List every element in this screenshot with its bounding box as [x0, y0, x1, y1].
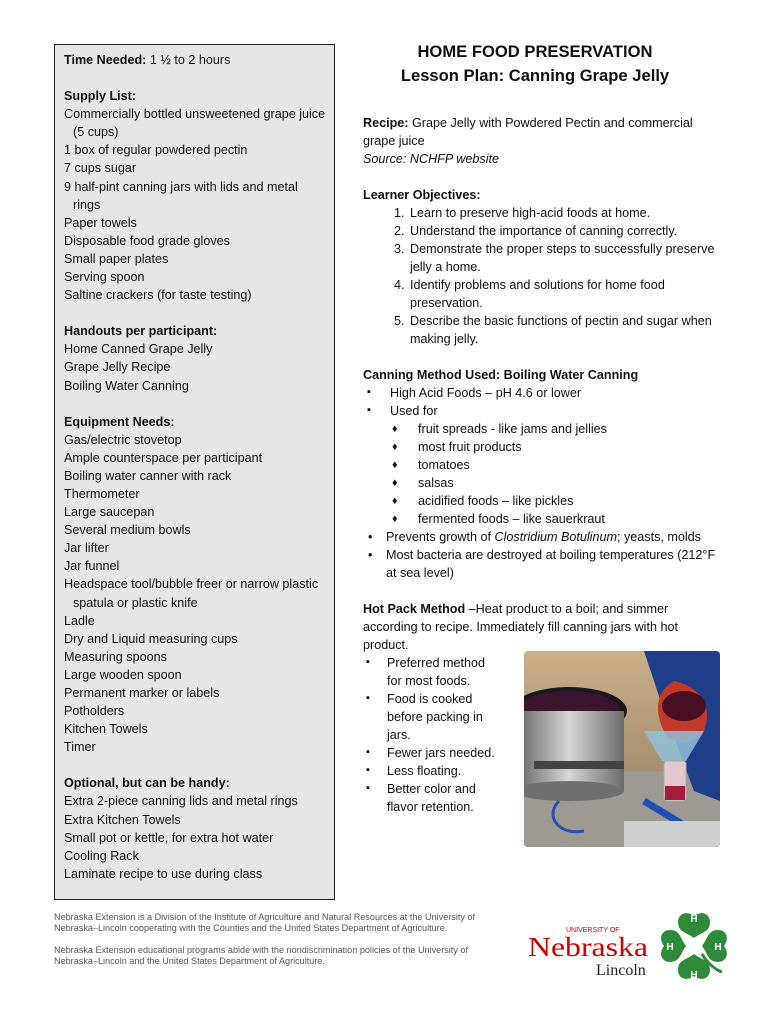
list-item: Permanent marker or labels: [64, 686, 220, 700]
list-item: ♦ fruit spreads - like jams and jellies: [363, 420, 719, 438]
list-item: 4. Identify problems and solutions for home food preservation.: [408, 276, 719, 312]
page-title: [351, 40, 719, 88]
jelly-canning-photo: [524, 651, 720, 847]
list-item: Extra 2-piece canning lids and metal rings: [64, 794, 298, 809]
unl-logo-city: Lincoln: [596, 962, 646, 979]
hotpack-label: Hot Pack Method: [363, 602, 466, 616]
list-item: Serving spoon: [64, 270, 145, 285]
footer-paragraph-1: Nebraska Extension is a Division of the Institute of Agriculture and Natural Resources at the University of Nebraska–Lincoln cooperating with the Counties and the United States Department of Agriculture.: [54, 912, 476, 934]
list-item: 3. Demonstrate the proper steps to successfully preserve jelly a home.: [408, 240, 719, 276]
hotpack-paragraph: [363, 600, 719, 654]
list-item: Jar lifter: [64, 541, 109, 556]
list-item: Laminate recipe to use during class: [64, 866, 263, 881]
recipe-text: Grape Jelly with Powdered Pectin and commercial grape juice: [363, 116, 693, 148]
list-item: ▪ Better color and flavor retention.: [363, 780, 503, 816]
prevents-pre: Prevents growth of: [386, 530, 495, 544]
method-heading: Canning Method Used: Boiling Water Canning: [363, 368, 639, 382]
title-line-1: HOME FOOD PRESERVATION: [417, 42, 653, 61]
unl-logo-small: UNIVERSITY OF: [566, 927, 620, 934]
recipe-source: Source: NCHFP website: [363, 152, 500, 166]
4h-clover-logo: [656, 908, 732, 984]
list-item: ▪ Used for: [363, 402, 719, 420]
list-item: 5. Describe the basic functions of pectin and sugar when making jelly.: [408, 312, 719, 348]
prevents-organism: Clostridium Botulinum: [494, 530, 617, 544]
svg-text:H: H: [714, 942, 722, 953]
list-item: Large saucepan: [64, 505, 155, 520]
optional-heading: Optional, but can be handy:: [64, 776, 230, 791]
list-item: Grape Jelly Recipe: [64, 360, 171, 375]
recipe-label: Recipe:: [363, 116, 409, 130]
list-item: 2. Understand the importance of canning correctly.: [408, 222, 719, 240]
list-item: 9 half-pint canning jars with lids and metal rings: [64, 179, 298, 212]
supply-list: [64, 87, 326, 304]
equipment-list: [64, 413, 326, 757]
list-item: Commercially bottled unsweetened grape juice (5 cups): [64, 107, 326, 140]
time-needed: [64, 51, 326, 69]
list-item: [363, 528, 719, 546]
list-item: Kitchen Towels: [64, 722, 148, 737]
list-item: ▪ Fewer jars needed.: [363, 744, 503, 762]
svg-text:H: H: [690, 970, 698, 981]
list-item: 1. Learn to preserve high-acid foods at home.: [408, 204, 719, 222]
list-item: Thermometer: [64, 486, 140, 501]
handouts-list: [64, 322, 326, 394]
list-item: ♦ fermented foods – like sauerkraut: [363, 510, 719, 528]
objectives-heading: Learner Objectives:: [363, 188, 481, 202]
svg-text:H: H: [666, 942, 674, 953]
list-item: ▪ Preferred method for most foods.: [363, 654, 503, 690]
list-item: • Most bacteria are destroyed at boiling temperatures (212°F at sea level): [363, 546, 719, 582]
list-item: ♦ salsas: [363, 474, 719, 492]
list-item: Jar funnel: [64, 559, 120, 574]
footer-paragraph-2: Nebraska Extension educational programs abide with the nondiscrimination policies of the University of Nebraska–Lincoln and the United States Department of Agriculture.: [54, 944, 468, 967]
svg-text:H: H: [690, 914, 698, 925]
title-line-2: Lesson Plan: Canning Grape Jelly: [400, 66, 670, 85]
unl-logo: [528, 920, 650, 980]
list-item: ♦ most fruit products: [363, 438, 719, 456]
list-item: 1 box of regular powdered pectin: [64, 143, 248, 158]
list-item: ♦ tomatoes: [363, 456, 719, 474]
list-item: Ample counterspace per participant: [64, 450, 263, 465]
method-list: [363, 384, 719, 582]
list-item: Boiling water canner with rack: [64, 468, 232, 483]
list-item: Measuring spoons: [64, 649, 167, 664]
list-item: ▪ High Acid Foods – pH 4.6 or lower: [363, 384, 719, 402]
optional-list: [64, 774, 326, 883]
list-item: Headspace tool/bubble freer or narrow plastic spatula or plastic knife: [64, 577, 319, 610]
supply-list-heading: Supply List:: [64, 89, 137, 104]
list-item: Paper towels: [64, 215, 137, 230]
list-item: Potholders: [64, 704, 125, 719]
list-item: 7 cups sugar: [64, 161, 137, 176]
list-item: ▪ Food is cooked before packing in jars.: [363, 690, 503, 744]
time-needed-label: Time Needed:: [64, 53, 147, 67]
list-item: Small paper plates: [64, 251, 169, 266]
list-item: Ladle: [64, 613, 95, 628]
list-item: Timer: [64, 740, 96, 755]
list-item: Gas/electric stovetop: [64, 432, 182, 447]
unl-logo-name: Nebraska: [528, 932, 649, 962]
footer: [54, 912, 514, 978]
list-item: Saltine crackers (for taste testing): [64, 288, 252, 303]
list-item: ♦ acidified foods – like pickles: [363, 492, 719, 510]
list-item: Home Canned Grape Jelly: [64, 342, 213, 357]
list-item: Boiling Water Canning: [64, 378, 189, 393]
list-item: Small pot or kettle, for extra hot water: [64, 830, 274, 845]
recipe: [363, 114, 719, 150]
list-item: Large wooden spoon: [64, 667, 182, 682]
list-item: Several medium bowls: [64, 523, 191, 538]
list-item: ▪ Less floating.: [363, 762, 503, 780]
list-item: Extra Kitchen Towels: [64, 812, 181, 827]
hotpack-text: –Heat product to a boil; and simmer according to recipe. Immediately fill canning jars with hot product.: [363, 602, 678, 652]
list-item: Disposable food grade gloves: [64, 233, 230, 248]
handouts-heading: Handouts per participant:: [64, 324, 218, 339]
prevents-post: ; yeasts, molds: [616, 530, 701, 544]
equipment-heading: Equipment Needs:: [64, 414, 175, 429]
list-item: Cooling Rack: [64, 848, 139, 863]
objectives-list: [363, 204, 719, 348]
hotpack-list: [363, 654, 503, 816]
time-needed-value: 1 ½ to 2 hours: [146, 53, 231, 67]
list-item: Dry and Liquid measuring cups: [64, 631, 238, 646]
sidebar-box: [54, 44, 335, 900]
